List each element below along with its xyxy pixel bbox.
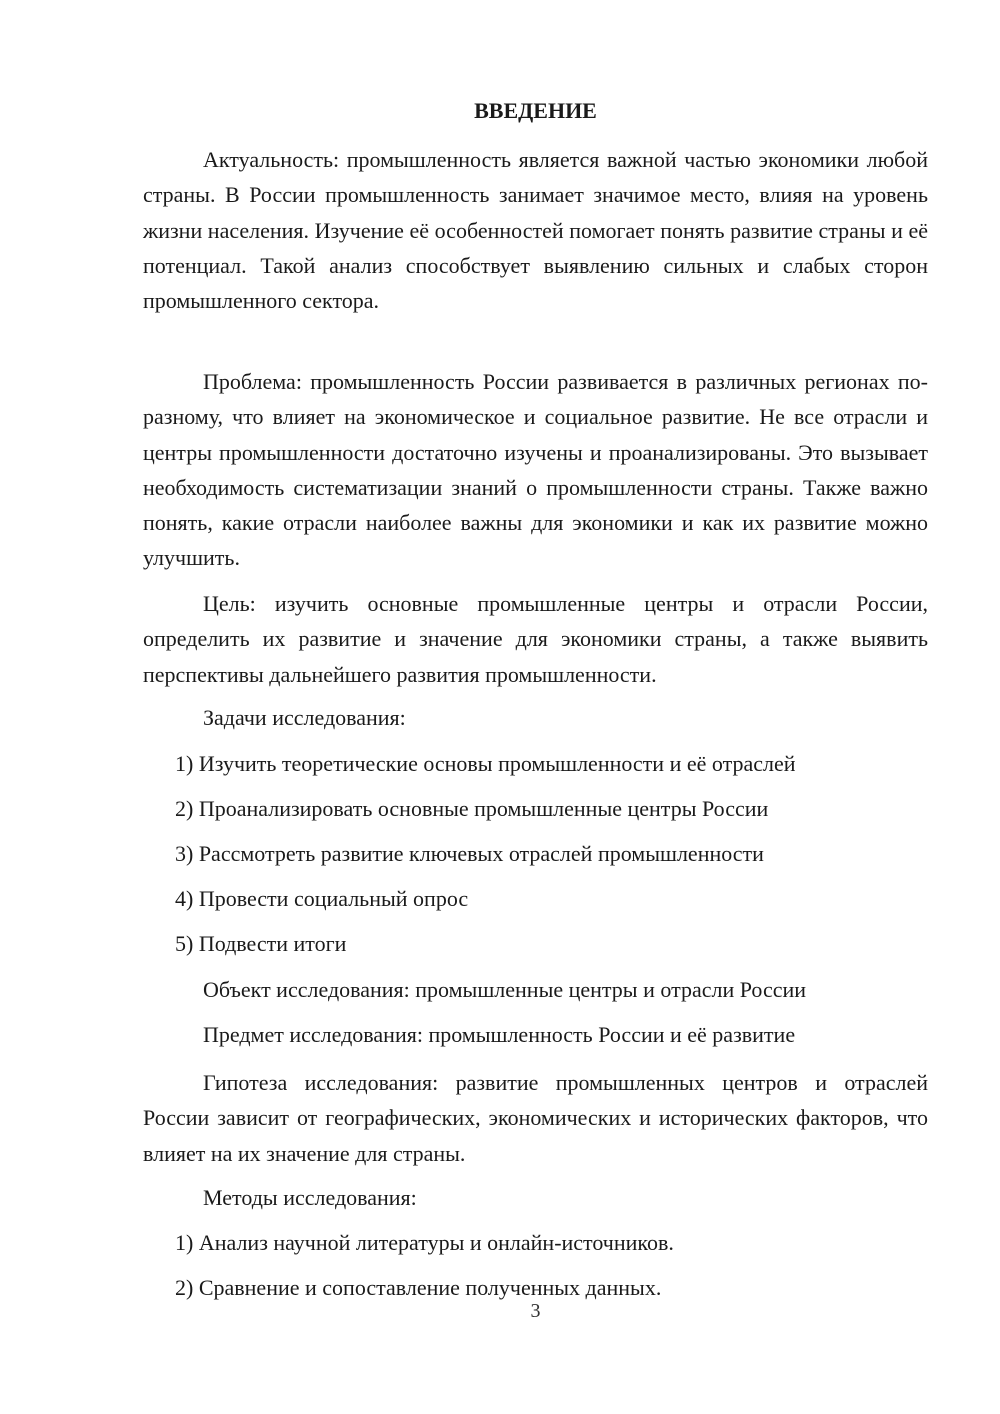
document-page: [143, 0, 928, 1414]
method-item: 1) Анализ научной литературы и онлайн-источников.: [175, 1230, 674, 1255]
task-item: 1) Изучить теоретические основы промышленности и её отраслей: [175, 751, 796, 776]
hypothesis-paragraph: Гипотеза исследования: развитие промышленных центров и отраслей России зависит от географических, экономических и исторических факторов, что влияет на их значение для страны.: [143, 1070, 928, 1166]
method-item: 2) Сравнение и сопоставление полученных данных.: [175, 1275, 662, 1300]
relevance-paragraph: Актуальность: промышленность является важной частью экономики любой страны. В России промышленность занимает значимое место, влияя на уровень жизни населения. Изучение её особенностей помогает понять развитие страны и её потенциал. Такой анализ способствует выявлению сильных и слабых сторон промышленного сектора.: [143, 147, 928, 314]
methods-heading: Методы исследования:: [203, 1185, 417, 1210]
object-line: Объект исследования: промышленные центры и отрасли России: [203, 977, 807, 1002]
problem-paragraph: Проблема: промышленность России развивается в различных регионах по-разному, что влияет на экономическое и социальное развитие. Не все отрасли и центры промышленности достаточно изучены и проанализированы. Это вызывает необходимость систематизации знаний о промышленности страны. Также важно понять, какие отрасли наиболее важны для экономики и как их развитие можно улучшить.: [143, 369, 928, 571]
subject-line: Предмет исследования: промышленность России и её развитие: [203, 1022, 796, 1047]
tasks-heading: Задачи исследования:: [203, 705, 406, 730]
page-title: ВВЕДЕНИЕ: [474, 98, 597, 123]
page-number: 3: [530, 1300, 541, 1322]
task-item: 3) Рассмотреть развитие ключевых отраслей промышленности: [175, 841, 764, 866]
task-item: 4) Провести социальный опрос: [175, 886, 469, 911]
task-item: 5) Подвести итоги: [175, 931, 347, 956]
task-item: 2) Проанализировать основные промышленные центры России: [175, 796, 769, 821]
goal-paragraph: Цель: изучить основные промышленные центры и отрасли России, определить их развитие и значение для экономики страны, а также выявить перспективы дальнейшего развития промышленности.: [143, 591, 928, 687]
